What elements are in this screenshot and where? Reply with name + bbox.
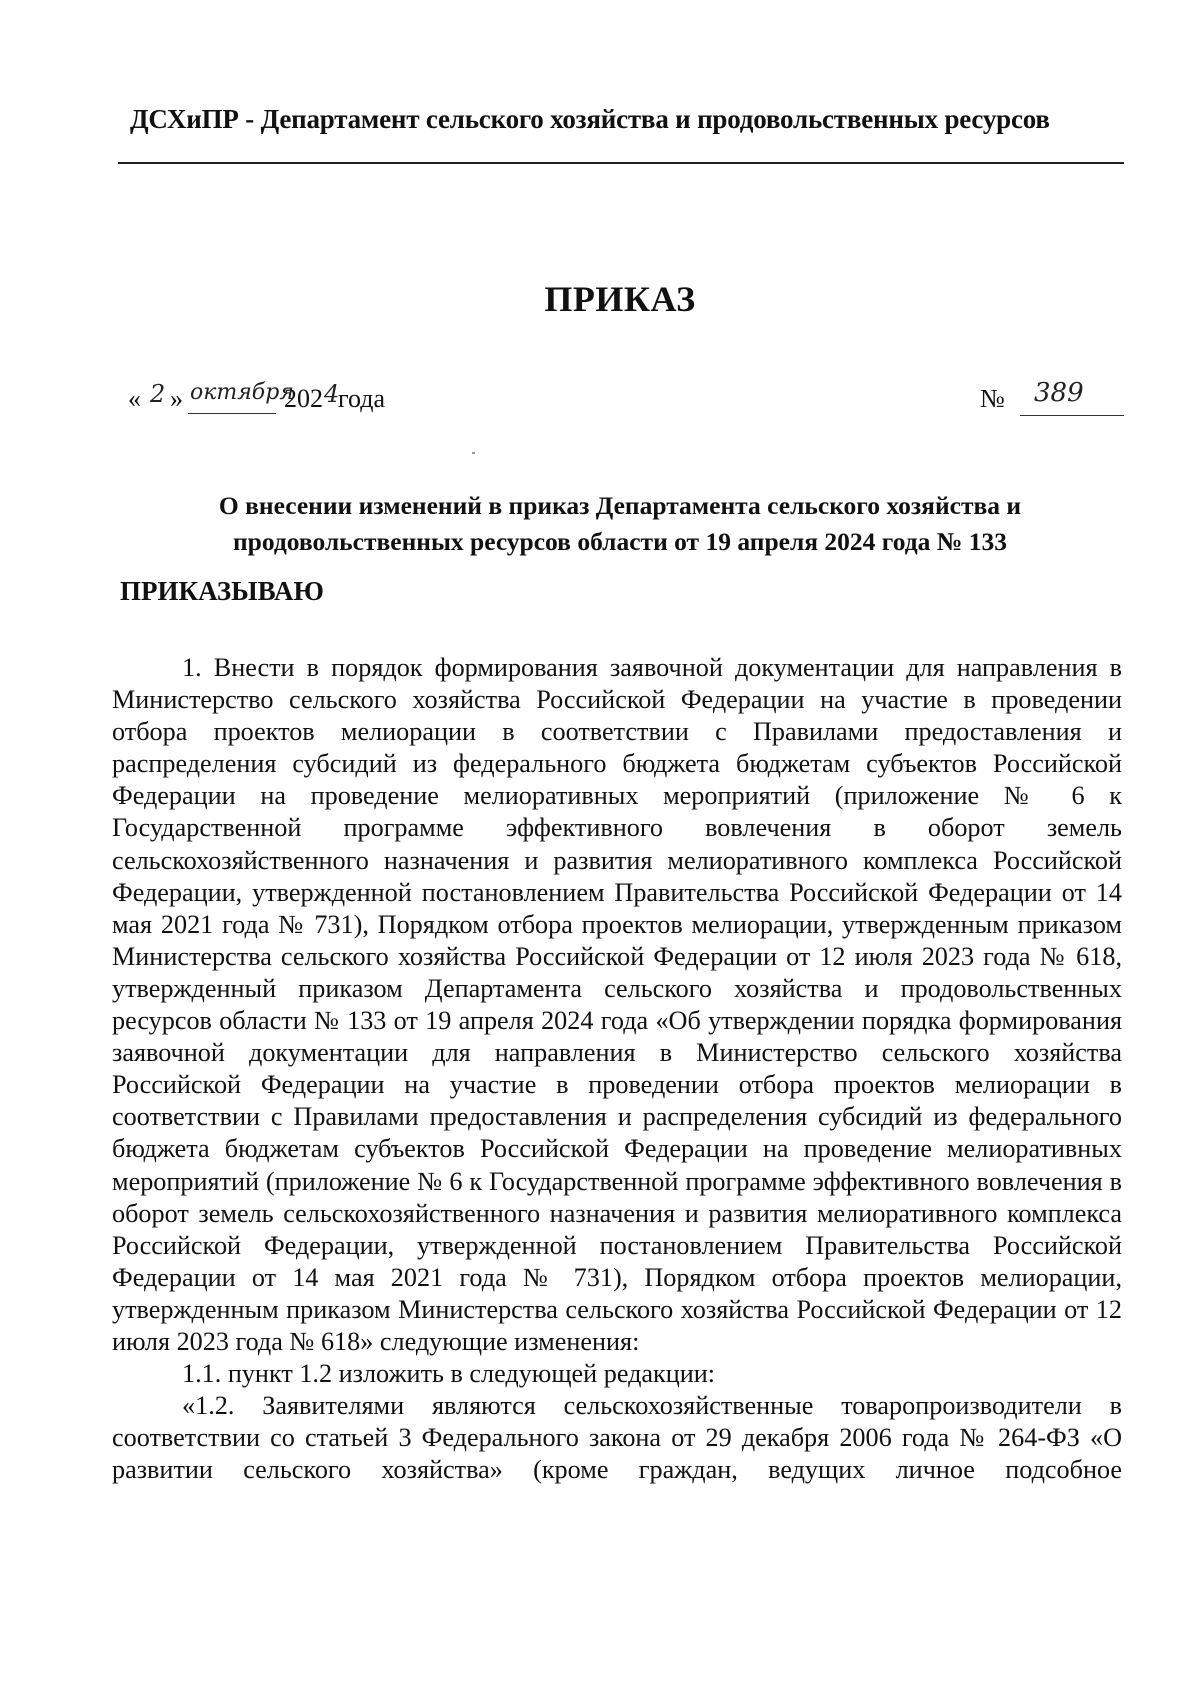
number-underline	[1020, 415, 1124, 416]
date-month-handwritten: октября	[190, 380, 294, 405]
order-directive: ПРИКАЗЫВАЮ	[120, 576, 324, 606]
date-day-handwritten: 2	[150, 380, 166, 408]
order-subject	[120, 488, 1120, 560]
year-prefix: 202	[284, 384, 323, 413]
subject-line-2: продовольственных ресурсов области от 19 апреля 2024 года № 133	[232, 527, 1008, 556]
document-title: ПРИКАЗ	[544, 279, 696, 319]
number-label: №	[980, 384, 1005, 413]
paragraph-1-1: 1.1. пункт 1.2 изложить в следующей редакции:	[182, 1359, 716, 1389]
scan-speck	[472, 452, 475, 454]
date-open-quote: «	[128, 384, 141, 413]
subject-line-1: О внесении изменений в приказ Департамента сельского хозяйства и	[218, 491, 1022, 520]
paragraph-1-2: «1.2. Заявителями являются сельскохозяйственные товаропроизводители в соответствии со статьей 3 Федерального закона от 29 декабря 2006 года № 264-ФЗ «О развитии сельского хозяйства» (кроме граждан, ведущих личное подсобное	[112, 1391, 1122, 1485]
date-close-quote: »	[170, 384, 183, 413]
header-divider	[118, 162, 1124, 164]
order-number-handwritten: 389	[1034, 378, 1084, 408]
department-header: ДСХиПР - Департамент сельского хозяйства и продовольственных ресурсов	[130, 104, 1050, 134]
date-number-line	[128, 380, 1128, 420]
month-underline	[188, 413, 276, 414]
order-body	[112, 652, 1122, 1486]
paragraph-1: 1. Внести в порядок формирования заявочной документации для направления в Министерство сельского хозяйства Российской Федерации на участие в проведении отбора проектов мелиорации в соответствии с Правилами предоставления и распределения субсидий из федерального бюджета бюджетам субъектов Российской Федерации на проведение мелиоративных мероприятий (приложение № 6 к Государственной программе эффективного вовлечения в оборот земель сельскохозяйственного назначения и развития мелиоративного комплекса Российской Федерации, утвержденной постановлением Правительства Российской Федерации от 14 мая 2021 года № 731), Порядком отбора проектов мелиорации, утвержденным приказом Министерства сельского хозяйства Российской Федерации от 12 июля 2023 года № 618, утвержденный приказом Департамента сельского хозяйства и продовольственных ресурсов области № 133 от 19 апреля 2024 года «Об утверждении порядка формирования заявочной документации для направления в Министерство сельского хозяйства Российской Федерации на участие в проведении отбора проектов мелиорации в соответствии с Правилами предоставления и распределения субсидий из федерального бюджета бюджетам субъектов Российской Федерации на проведение мелиоративных мероприятий (приложение № 6 к Государственной программе эффективного вовлечения в оборот земель сельскохозяйственного назначения и развития мелиоративного комплекса Российской Федерации, утвержденной постановлением Правительства Российской Федерации от 14 мая 2021 года № 731), Порядком отбора проектов мелиорации, утвержденным приказом Министерства сельского хозяйства Российской Федерации от 12 июля 2023 года № 618» следующие изменения:	[112, 653, 1122, 1356]
year-suffix: года	[338, 384, 386, 413]
year-digit-handwritten: 4	[324, 380, 340, 408]
